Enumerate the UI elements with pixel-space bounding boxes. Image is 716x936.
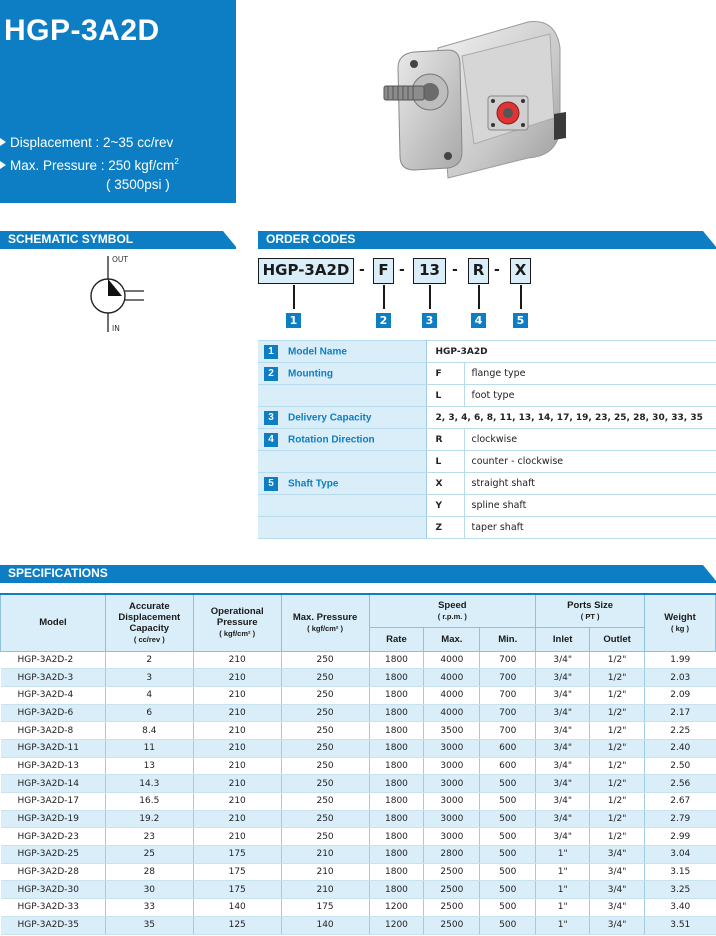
cell-op-pressure: 210 [193, 810, 281, 828]
cell-weight: 1.99 [645, 651, 716, 669]
cell-weight: 2.40 [645, 739, 716, 757]
cell-max-pressure: 210 [281, 863, 369, 881]
cell-rate: 1800 [369, 739, 424, 757]
cell-capacity: 19.2 [105, 810, 193, 828]
connector-line [520, 285, 522, 309]
legend-key-cell [258, 363, 426, 385]
cell-capacity: 6 [105, 704, 193, 722]
cell-min-speed: 500 [480, 828, 536, 846]
highlight-displacement: Displacement : 2~35 cc/rev [0, 133, 179, 152]
legend-key-label: Shaft Type [288, 478, 339, 490]
legend-number-badge: 1 [264, 345, 278, 359]
table-row [1, 739, 716, 757]
cell-min-speed: 700 [480, 722, 536, 740]
legend-row [258, 407, 716, 429]
cell-inlet: 3/4" [536, 775, 590, 793]
cell-capacity: 16.5 [105, 793, 193, 811]
cell-model: HGP-3A2D-6 [1, 704, 106, 722]
cell-min-speed: 600 [480, 757, 536, 775]
col-header-model: Model [1, 594, 106, 651]
cell-op-pressure: 175 [193, 881, 281, 899]
cell-min-speed: 500 [480, 793, 536, 811]
section-bar-order-codes: ORDER CODES [258, 231, 716, 248]
legend-row [258, 341, 716, 363]
cell-max-speed: 3000 [424, 739, 480, 757]
cell-weight: 3.15 [645, 863, 716, 881]
cell-model: HGP-3A2D-28 [1, 863, 106, 881]
cell-model: HGP-3A2D-19 [1, 810, 106, 828]
table-row [1, 881, 716, 899]
divider [0, 581, 716, 583]
cell-inlet: 3/4" [536, 704, 590, 722]
cell-weight: 2.25 [645, 722, 716, 740]
col-header-min-speed: Min. [480, 627, 536, 651]
cell-op-pressure: 210 [193, 704, 281, 722]
cell-max-pressure: 175 [281, 899, 369, 917]
cell-max-speed: 3000 [424, 757, 480, 775]
cell-min-speed: 500 [480, 881, 536, 899]
cell-inlet: 1" [536, 916, 590, 934]
order-code-shaft: X [510, 258, 531, 284]
col-header-ports: Ports Size ( PT ) [536, 594, 645, 627]
legend-value: spline shaft [464, 495, 716, 517]
cell-rate: 1800 [369, 863, 424, 881]
connector-line [383, 285, 385, 309]
legend-number-badge: 4 [264, 433, 278, 447]
bullet-triangle-icon [0, 161, 6, 169]
legend-row [258, 451, 716, 473]
cell-rate: 1800 [369, 828, 424, 846]
table-row [1, 793, 716, 811]
cell-max-pressure: 250 [281, 757, 369, 775]
divider [0, 247, 236, 249]
legend-code: R [426, 429, 464, 451]
code-number-badge: 3 [422, 313, 437, 328]
code-separator: - [494, 262, 500, 278]
col-header-inlet: Inlet [536, 627, 590, 651]
cell-max-pressure: 250 [281, 810, 369, 828]
legend-key-cell [258, 385, 426, 407]
table-row [1, 828, 716, 846]
cell-inlet: 3/4" [536, 757, 590, 775]
cell-min-speed: 700 [480, 704, 536, 722]
cell-max-pressure: 250 [281, 651, 369, 669]
cell-min-speed: 500 [480, 775, 536, 793]
cell-inlet: 1" [536, 846, 590, 864]
cell-outlet: 1/2" [590, 775, 645, 793]
cell-outlet: 3/4" [590, 846, 645, 864]
cell-op-pressure: 175 [193, 846, 281, 864]
cell-model: HGP-3A2D-25 [1, 846, 106, 864]
table-row [1, 863, 716, 881]
cell-max-speed: 2500 [424, 881, 480, 899]
legend-key-label: Delivery Capacity [288, 412, 372, 424]
cell-rate: 1800 [369, 846, 424, 864]
cell-outlet: 1/2" [590, 669, 645, 687]
cell-weight: 2.79 [645, 810, 716, 828]
section-bar-specifications: SPECIFICATIONS [0, 565, 716, 582]
col-header-op-pressure: Operational Pressure ( kgf/cm² ) [193, 594, 281, 651]
cell-max-pressure: 250 [281, 793, 369, 811]
cell-op-pressure: 210 [193, 686, 281, 704]
table-row [1, 810, 716, 828]
cell-inlet: 3/4" [536, 793, 590, 811]
cell-model: HGP-3A2D-17 [1, 793, 106, 811]
cell-rate: 1800 [369, 722, 424, 740]
pump-symbol-icon [70, 252, 170, 342]
cell-outlet: 1/2" [590, 686, 645, 704]
cell-max-pressure: 210 [281, 881, 369, 899]
legend-key-cell [258, 451, 426, 473]
legend-row [258, 517, 716, 539]
cell-capacity: 2 [105, 651, 193, 669]
cell-capacity: 4 [105, 686, 193, 704]
code-number-badge: 1 [286, 313, 301, 328]
table-row [1, 846, 716, 864]
cell-rate: 1800 [369, 651, 424, 669]
col-header-weight: Weight ( kg ) [645, 594, 716, 651]
legend-value: flange type [464, 363, 716, 385]
cell-weight: 2.03 [645, 669, 716, 687]
legend-value: foot type [464, 385, 716, 407]
cell-max-speed: 3000 [424, 775, 480, 793]
cell-max-pressure: 140 [281, 916, 369, 934]
cell-capacity: 13 [105, 757, 193, 775]
cell-max-pressure: 250 [281, 739, 369, 757]
order-code-model: HGP-3A2D [258, 258, 354, 284]
cell-inlet: 1" [536, 881, 590, 899]
cell-outlet: 1/2" [590, 793, 645, 811]
cell-max-speed: 3000 [424, 828, 480, 846]
cell-min-speed: 500 [480, 810, 536, 828]
highlight-pressure-psi: ( 3500psi ) [106, 177, 170, 192]
cell-outlet: 1/2" [590, 810, 645, 828]
legend-code: F [426, 363, 464, 385]
cell-inlet: 3/4" [536, 739, 590, 757]
cell-inlet: 3/4" [536, 722, 590, 740]
legend-code: Z [426, 517, 464, 539]
code-separator: - [399, 262, 405, 278]
cell-rate: 1800 [369, 669, 424, 687]
cell-op-pressure: 210 [193, 722, 281, 740]
cell-max-pressure: 250 [281, 704, 369, 722]
connector-line [293, 285, 295, 309]
highlights-list [0, 133, 179, 194]
schematic-symbol [70, 252, 170, 342]
legend-key-cell [258, 407, 426, 429]
legend-key-label: Rotation Direction [288, 434, 375, 446]
legend-value: taper shaft [464, 517, 716, 539]
cell-rate: 1200 [369, 899, 424, 917]
code-separator: - [452, 262, 458, 278]
cell-outlet: 1/2" [590, 739, 645, 757]
order-code-legend [258, 340, 716, 539]
connector-line [429, 285, 431, 309]
cell-model: HGP-3A2D-23 [1, 828, 106, 846]
cell-rate: 1800 [369, 704, 424, 722]
cell-rate: 1800 [369, 793, 424, 811]
gear-pump-image [378, 18, 568, 186]
cell-rate: 1800 [369, 810, 424, 828]
cell-op-pressure: 125 [193, 916, 281, 934]
cell-min-speed: 500 [480, 916, 536, 934]
schematic-in-label: IN [112, 324, 120, 333]
cell-model: HGP-3A2D-13 [1, 757, 106, 775]
cell-model: HGP-3A2D-2 [1, 651, 106, 669]
cell-max-speed: 2500 [424, 863, 480, 881]
cell-min-speed: 500 [480, 846, 536, 864]
cell-op-pressure: 210 [193, 651, 281, 669]
cell-max-pressure: 210 [281, 846, 369, 864]
cell-min-speed: 700 [480, 669, 536, 687]
cell-op-pressure: 210 [193, 775, 281, 793]
cell-max-speed: 3000 [424, 793, 480, 811]
cell-model: HGP-3A2D-30 [1, 881, 106, 899]
cell-rate: 1200 [369, 916, 424, 934]
cell-capacity: 11 [105, 739, 193, 757]
cell-model: HGP-3A2D-8 [1, 722, 106, 740]
table-row [1, 899, 716, 917]
order-code-capacity: 13 [413, 258, 446, 284]
legend-row [258, 495, 716, 517]
legend-number-badge: 3 [264, 411, 278, 425]
cell-outlet: 1/2" [590, 722, 645, 740]
cell-max-pressure: 250 [281, 828, 369, 846]
cell-weight: 3.51 [645, 916, 716, 934]
cell-max-speed: 4000 [424, 686, 480, 704]
cell-capacity: 30 [105, 881, 193, 899]
cell-weight: 3.04 [645, 846, 716, 864]
cell-max-speed: 2500 [424, 916, 480, 934]
legend-key-cell [258, 341, 426, 363]
cell-max-speed: 4000 [424, 704, 480, 722]
cell-capacity: 33 [105, 899, 193, 917]
legend-code: Y [426, 495, 464, 517]
legend-code: L [426, 451, 464, 473]
cell-inlet: 1" [536, 863, 590, 881]
cell-inlet: 3/4" [536, 828, 590, 846]
cell-model: HGP-3A2D-4 [1, 686, 106, 704]
col-header-max-speed: Max. [424, 627, 480, 651]
highlight-pressure: Max. Pressure : 250 kgf/$cm^2$ [0, 152, 179, 175]
cell-rate: 1800 [369, 757, 424, 775]
cell-weight: 2.67 [645, 793, 716, 811]
cell-inlet: 1" [536, 899, 590, 917]
col-header-capacity: Accurate Displacement Capacity ( cc/rev ) [105, 594, 193, 651]
cell-op-pressure: 140 [193, 899, 281, 917]
col-header-speed: Speed ( r.p.m. ) [369, 594, 536, 627]
cell-rate: 1800 [369, 686, 424, 704]
cell-weight: 3.40 [645, 899, 716, 917]
cell-rate: 1800 [369, 775, 424, 793]
divider [258, 247, 716, 249]
cell-op-pressure: 210 [193, 757, 281, 775]
cell-max-speed: 3000 [424, 810, 480, 828]
cell-outlet: 1/2" [590, 828, 645, 846]
legend-row [258, 429, 716, 451]
legend-value: counter - clockwise [464, 451, 716, 473]
order-code-rotation: R [468, 258, 489, 284]
cell-op-pressure: 210 [193, 828, 281, 846]
legend-key-cell [258, 429, 426, 451]
col-header-outlet: Outlet [590, 627, 645, 651]
legend-value: straight shaft [464, 473, 716, 495]
specifications-table [0, 593, 716, 935]
cell-weight: 2.17 [645, 704, 716, 722]
cell-max-pressure: 250 [281, 722, 369, 740]
cell-capacity: 8.4 [105, 722, 193, 740]
cell-model: HGP-3A2D-11 [1, 739, 106, 757]
cell-outlet: 1/2" [590, 757, 645, 775]
cell-capacity: 23 [105, 828, 193, 846]
cell-capacity: 35 [105, 916, 193, 934]
cell-max-speed: 4000 [424, 651, 480, 669]
cell-min-speed: 700 [480, 686, 536, 704]
code-number-badge: 5 [513, 313, 528, 328]
cell-model: HGP-3A2D-3 [1, 669, 106, 687]
order-code-mounting: F [373, 258, 394, 284]
col-header-rate: Rate [369, 627, 424, 651]
cell-weight: 2.09 [645, 686, 716, 704]
cell-weight: 2.56 [645, 775, 716, 793]
schematic-out-label: OUT [112, 255, 128, 264]
cell-inlet: 3/4" [536, 810, 590, 828]
table-row [1, 916, 716, 934]
cell-outlet: 1/2" [590, 651, 645, 669]
cell-min-speed: 600 [480, 739, 536, 757]
cell-outlet: 3/4" [590, 899, 645, 917]
table-row [1, 669, 716, 687]
section-bar-schematic: SCHEMATIC SYMBOL [0, 231, 236, 248]
hero-banner [0, 0, 236, 203]
connector-line [478, 285, 480, 309]
cell-inlet: 3/4" [536, 651, 590, 669]
legend-value: HGP-3A2D [426, 341, 716, 363]
legend-code: X [426, 473, 464, 495]
cell-capacity: 14.3 [105, 775, 193, 793]
cell-inlet: 3/4" [536, 686, 590, 704]
legend-row [258, 363, 716, 385]
cell-max-pressure: 250 [281, 669, 369, 687]
legend-key-cell [258, 517, 426, 539]
table-row [1, 651, 716, 669]
cell-model: HGP-3A2D-33 [1, 899, 106, 917]
cell-max-pressure: 250 [281, 775, 369, 793]
legend-value: clockwise [464, 429, 716, 451]
bullet-triangle-icon [0, 138, 6, 146]
legend-key-label: Model Name [288, 346, 347, 358]
legend-number-badge: 5 [264, 477, 278, 491]
legend-key-cell [258, 495, 426, 517]
code-separator: - [359, 262, 365, 278]
table-row [1, 704, 716, 722]
code-number-badge: 4 [471, 313, 486, 328]
legend-row [258, 473, 716, 495]
table-row [1, 775, 716, 793]
cell-inlet: 3/4" [536, 669, 590, 687]
cell-op-pressure: 210 [193, 669, 281, 687]
legend-number-badge: 2 [264, 367, 278, 381]
cell-op-pressure: 175 [193, 863, 281, 881]
product-title: HGP-3A2D [4, 14, 160, 47]
cell-max-speed: 2800 [424, 846, 480, 864]
table-row [1, 722, 716, 740]
cell-model: HGP-3A2D-35 [1, 916, 106, 934]
cell-min-speed: 700 [480, 651, 536, 669]
table-row [1, 757, 716, 775]
cell-max-speed: 3500 [424, 722, 480, 740]
cell-outlet: 3/4" [590, 881, 645, 899]
cell-max-pressure: 250 [281, 686, 369, 704]
legend-value: 2, 3, 4, 6, 8, 11, 13, 14, 17, 19, 23, 25, 28, 30, 33, 35 [426, 407, 716, 429]
cell-model: HGP-3A2D-14 [1, 775, 106, 793]
legend-key-label: Mounting [288, 368, 333, 380]
col-header-max-pressure: Max. Pressure ( kgf/cm² ) [281, 594, 369, 651]
cell-op-pressure: 210 [193, 739, 281, 757]
cell-op-pressure: 210 [193, 793, 281, 811]
cell-outlet: 3/4" [590, 916, 645, 934]
cell-outlet: 1/2" [590, 704, 645, 722]
cell-max-speed: 2500 [424, 899, 480, 917]
cell-min-speed: 500 [480, 899, 536, 917]
cell-capacity: 25 [105, 846, 193, 864]
table-row [1, 686, 716, 704]
cell-max-speed: 4000 [424, 669, 480, 687]
cell-outlet: 3/4" [590, 863, 645, 881]
cell-capacity: 3 [105, 669, 193, 687]
cell-weight: 3.25 [645, 881, 716, 899]
cell-weight: 2.50 [645, 757, 716, 775]
cell-min-speed: 500 [480, 863, 536, 881]
cell-capacity: 28 [105, 863, 193, 881]
legend-key-cell [258, 473, 426, 495]
cell-weight: 2.99 [645, 828, 716, 846]
legend-row [258, 385, 716, 407]
cell-rate: 1800 [369, 881, 424, 899]
code-number-badge: 2 [376, 313, 391, 328]
legend-code: L [426, 385, 464, 407]
